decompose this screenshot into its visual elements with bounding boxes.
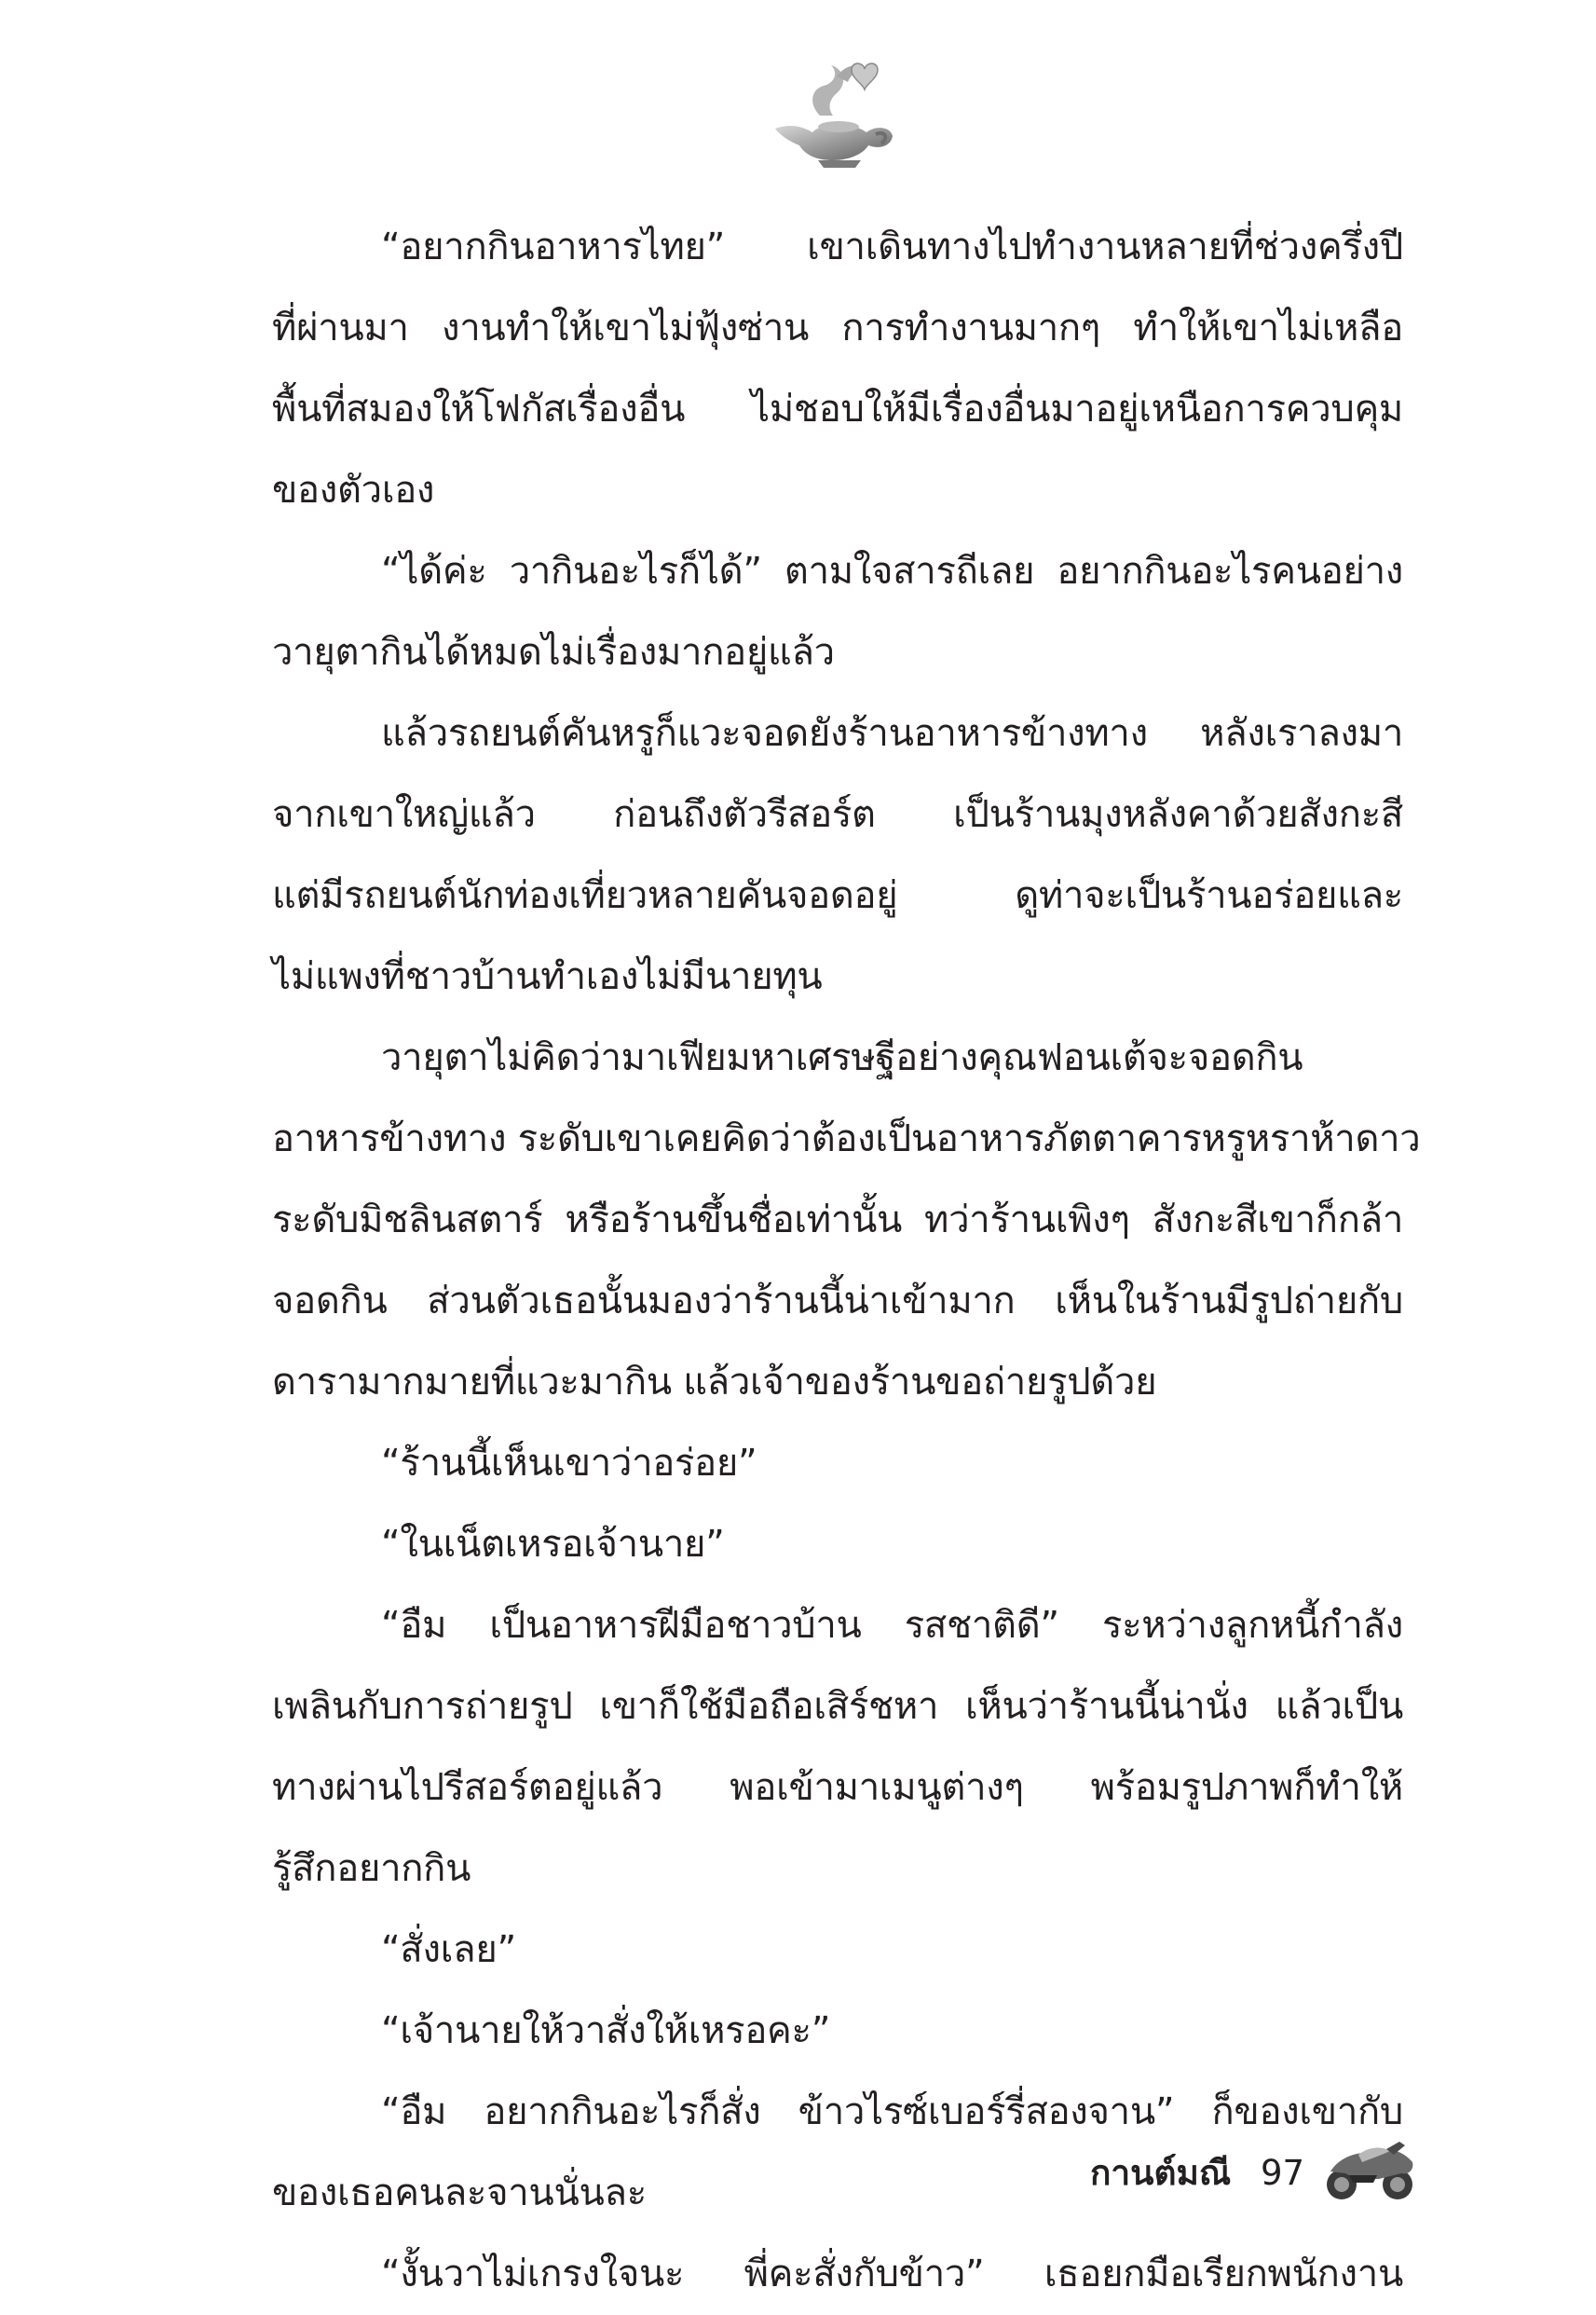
text-line: “งั้นวาไม่เกรงใจนะ พี่คะสั่งกับข้าว” เธอยกมือเรียกพนักงาน: [381, 2253, 1403, 2295]
text-line: “อืม อยากกินอะไรก็สั่ง ข้าวไรซ์เบอร์รี่สองจาน” ก็ของเขากับ: [381, 2090, 1403, 2133]
genie-lamp-icon: [762, 58, 902, 170]
text-line: อาหารข้างทาง ระดับเขาเคยคิดว่าต้องเป็นอาหารภัตตาคารหรูหราห้าดาว: [272, 1117, 1421, 1160]
text-line: ไม่แพงที่ชาวบ้านทำเองไม่มีนายทุน: [272, 955, 823, 998]
text-line: จากเขาใหญ่แล้ว ก่อนถึงตัวรีสอร์ต เป็นร้านมุงหลังคาด้วยสังกะสี: [272, 793, 1403, 836]
text-line: ของเธอคนละจานนั่นละ: [272, 2171, 647, 2214]
text-line: พื้นที่สมองให้โฟกัสเรื่องอื่น ไม่ชอบให้มีเรื่องอื่นมาอยู่เหนือการควบคุม: [272, 388, 1403, 431]
text-line: จอดกิน ส่วนตัวเธอนั้นมองว่าร้านนี้น่าเข้ามาก เห็นในร้านมีรูปถ่ายกับ: [272, 1280, 1403, 1322]
text-line: วายุตากินได้หมดไม่เรื่องมากอยู่แล้ว: [272, 631, 835, 674]
text-line: ทางผ่านไปรีสอร์ตอยู่แล้ว พอเข้ามาเมนูต่างๆ พร้อมรูปภาพก็ทำให้: [272, 1766, 1403, 1809]
text-line: ระดับมิชลินสตาร์ หรือร้านขึ้นชื่อเท่านั้น ทว่าร้านเพิงๆ สังกะสีเขาก็กล้า: [272, 1199, 1403, 1241]
text-line: วายุตาไม่คิดว่ามาเฟียมหาเศรษฐีอย่างคุณฟอนเต้จะจอดกิน: [381, 1036, 1303, 1079]
dialogue-line: “ร้านนี้เห็นเขาว่าอร่อย”: [381, 1442, 757, 1485]
motorcycle-icon: [1321, 2138, 1418, 2203]
dialogue-line: “เจ้านายให้วาสั่งให้เหรอคะ”: [381, 2009, 831, 2052]
page-number: 97: [1261, 2153, 1305, 2193]
text-line: ของตัวเอง: [272, 469, 435, 512]
body-text: [272, 207, 1421, 2315]
page-footer: [1071, 2136, 1425, 2211]
text-line: แล้วรถยนต์คันหรูก็แวะจอดยังร้านอาหารข้างทาง หลังเราลงมา: [381, 712, 1403, 755]
text-line: ดารามากมายที่แวะมากิน แล้วเจ้าของร้านขอถ่ายรูปด้วย: [272, 1361, 1157, 1404]
dialogue-line: “สั่งเลย”: [381, 1928, 516, 1971]
book-title: กานต์มณี: [1090, 2153, 1232, 2193]
text-line: “ได้ค่ะ วากินอะไรก็ได้” ตามใจสารถีเลย อยากกินอะไรคนอย่าง: [381, 550, 1403, 593]
dialogue-line: “ในเน็ตเหรอเจ้านาย”: [381, 1523, 725, 1566]
text-line: “อยากกินอาหารไทย” เขาเดินทางไปทำงานหลายที่ช่วงครึ่งปี: [381, 226, 1403, 268]
text-line: รู้สึกอยากกิน: [272, 1847, 471, 1890]
text-line: ที่ผ่านมา งานทำให้เขาไม่ฟุ้งซ่าน การทำงานมากๆ ทำให้เขาไม่เหลือ: [272, 307, 1403, 349]
text-line: แต่มีรถยนต์นักท่องเที่ยวหลายคันจอดอยู่ ดูท่าจะเป็นร้านอร่อยและ: [272, 874, 1403, 917]
text-line: “อืม เป็นอาหารฝีมือชาวบ้าน รสชาติดี” ระหว่างลูกหนี้กำลัง: [381, 1604, 1403, 1647]
text-line: เพลินกับการถ่ายรูป เขาก็ใช้มือถือเสิร์ชหา เห็นว่าร้านนี้น่านั่ง แล้วเป็น: [272, 1685, 1403, 1728]
